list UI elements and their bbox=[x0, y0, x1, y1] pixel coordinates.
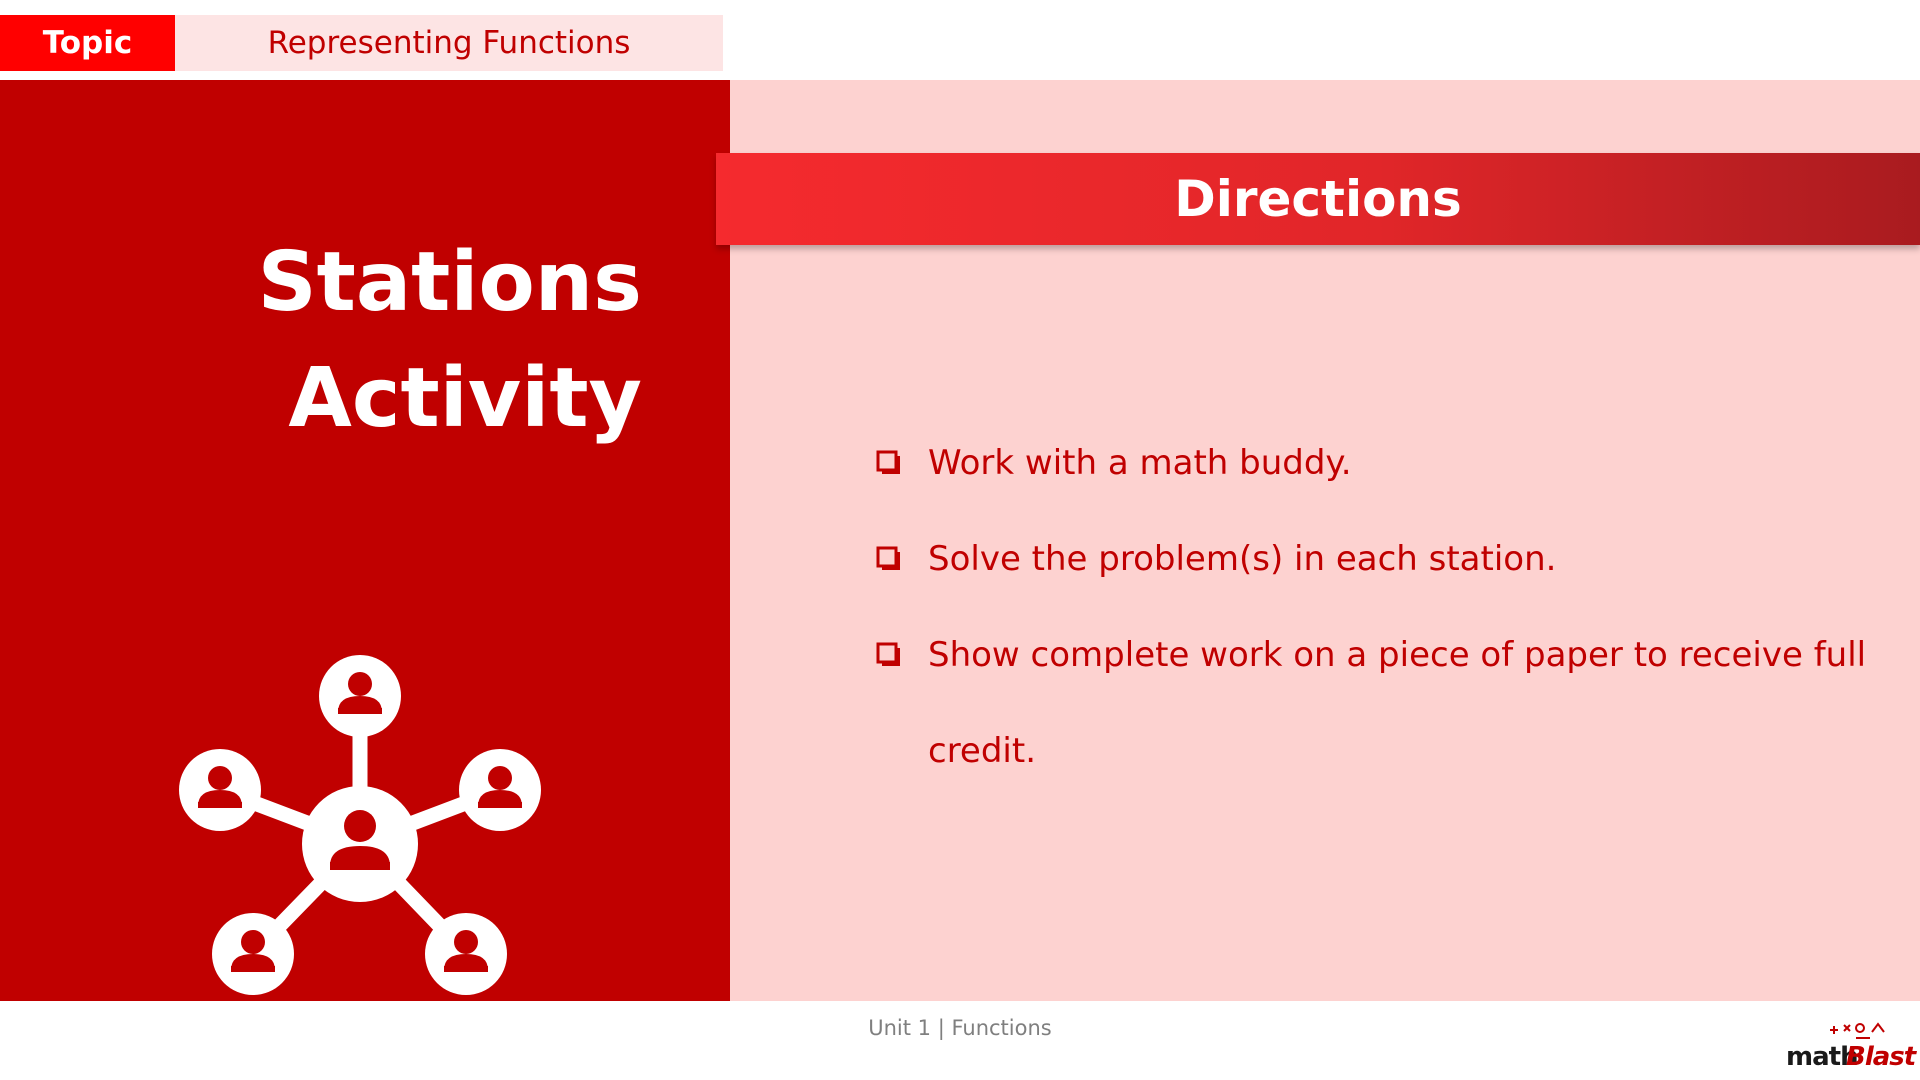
topic-label: Topic bbox=[0, 15, 175, 71]
network-people-icon bbox=[178, 648, 544, 1000]
direction-text: Solve the problem(s) in each station. bbox=[928, 539, 1557, 579]
checkbox-icon bbox=[876, 642, 900, 666]
checkbox-icon bbox=[876, 546, 900, 570]
directions-heading: Directions bbox=[716, 153, 1920, 245]
list-item bbox=[876, 511, 1876, 607]
topic-title: Representing Functions bbox=[175, 15, 723, 71]
checkbox-icon bbox=[876, 450, 900, 474]
activity-title bbox=[258, 225, 642, 457]
direction-text: Show complete work on a piece of paper to receive full credit. bbox=[928, 635, 1867, 771]
direction-text: Work with a math buddy. bbox=[928, 443, 1352, 483]
activity-title-line2: Activity bbox=[288, 351, 642, 446]
list-item bbox=[876, 607, 1876, 799]
left-panel bbox=[0, 80, 730, 1001]
footer-unit-text: Unit 1 | Functions bbox=[868, 1016, 1052, 1040]
directions-list bbox=[876, 415, 1876, 799]
logo-math-text: math bbox=[1786, 1042, 1858, 1072]
list-item bbox=[876, 415, 1876, 511]
logo-blast-text: Blast bbox=[1846, 1042, 1916, 1072]
activity-title-line1: Stations bbox=[257, 235, 642, 330]
mathblast-logo bbox=[1786, 1020, 1914, 1076]
